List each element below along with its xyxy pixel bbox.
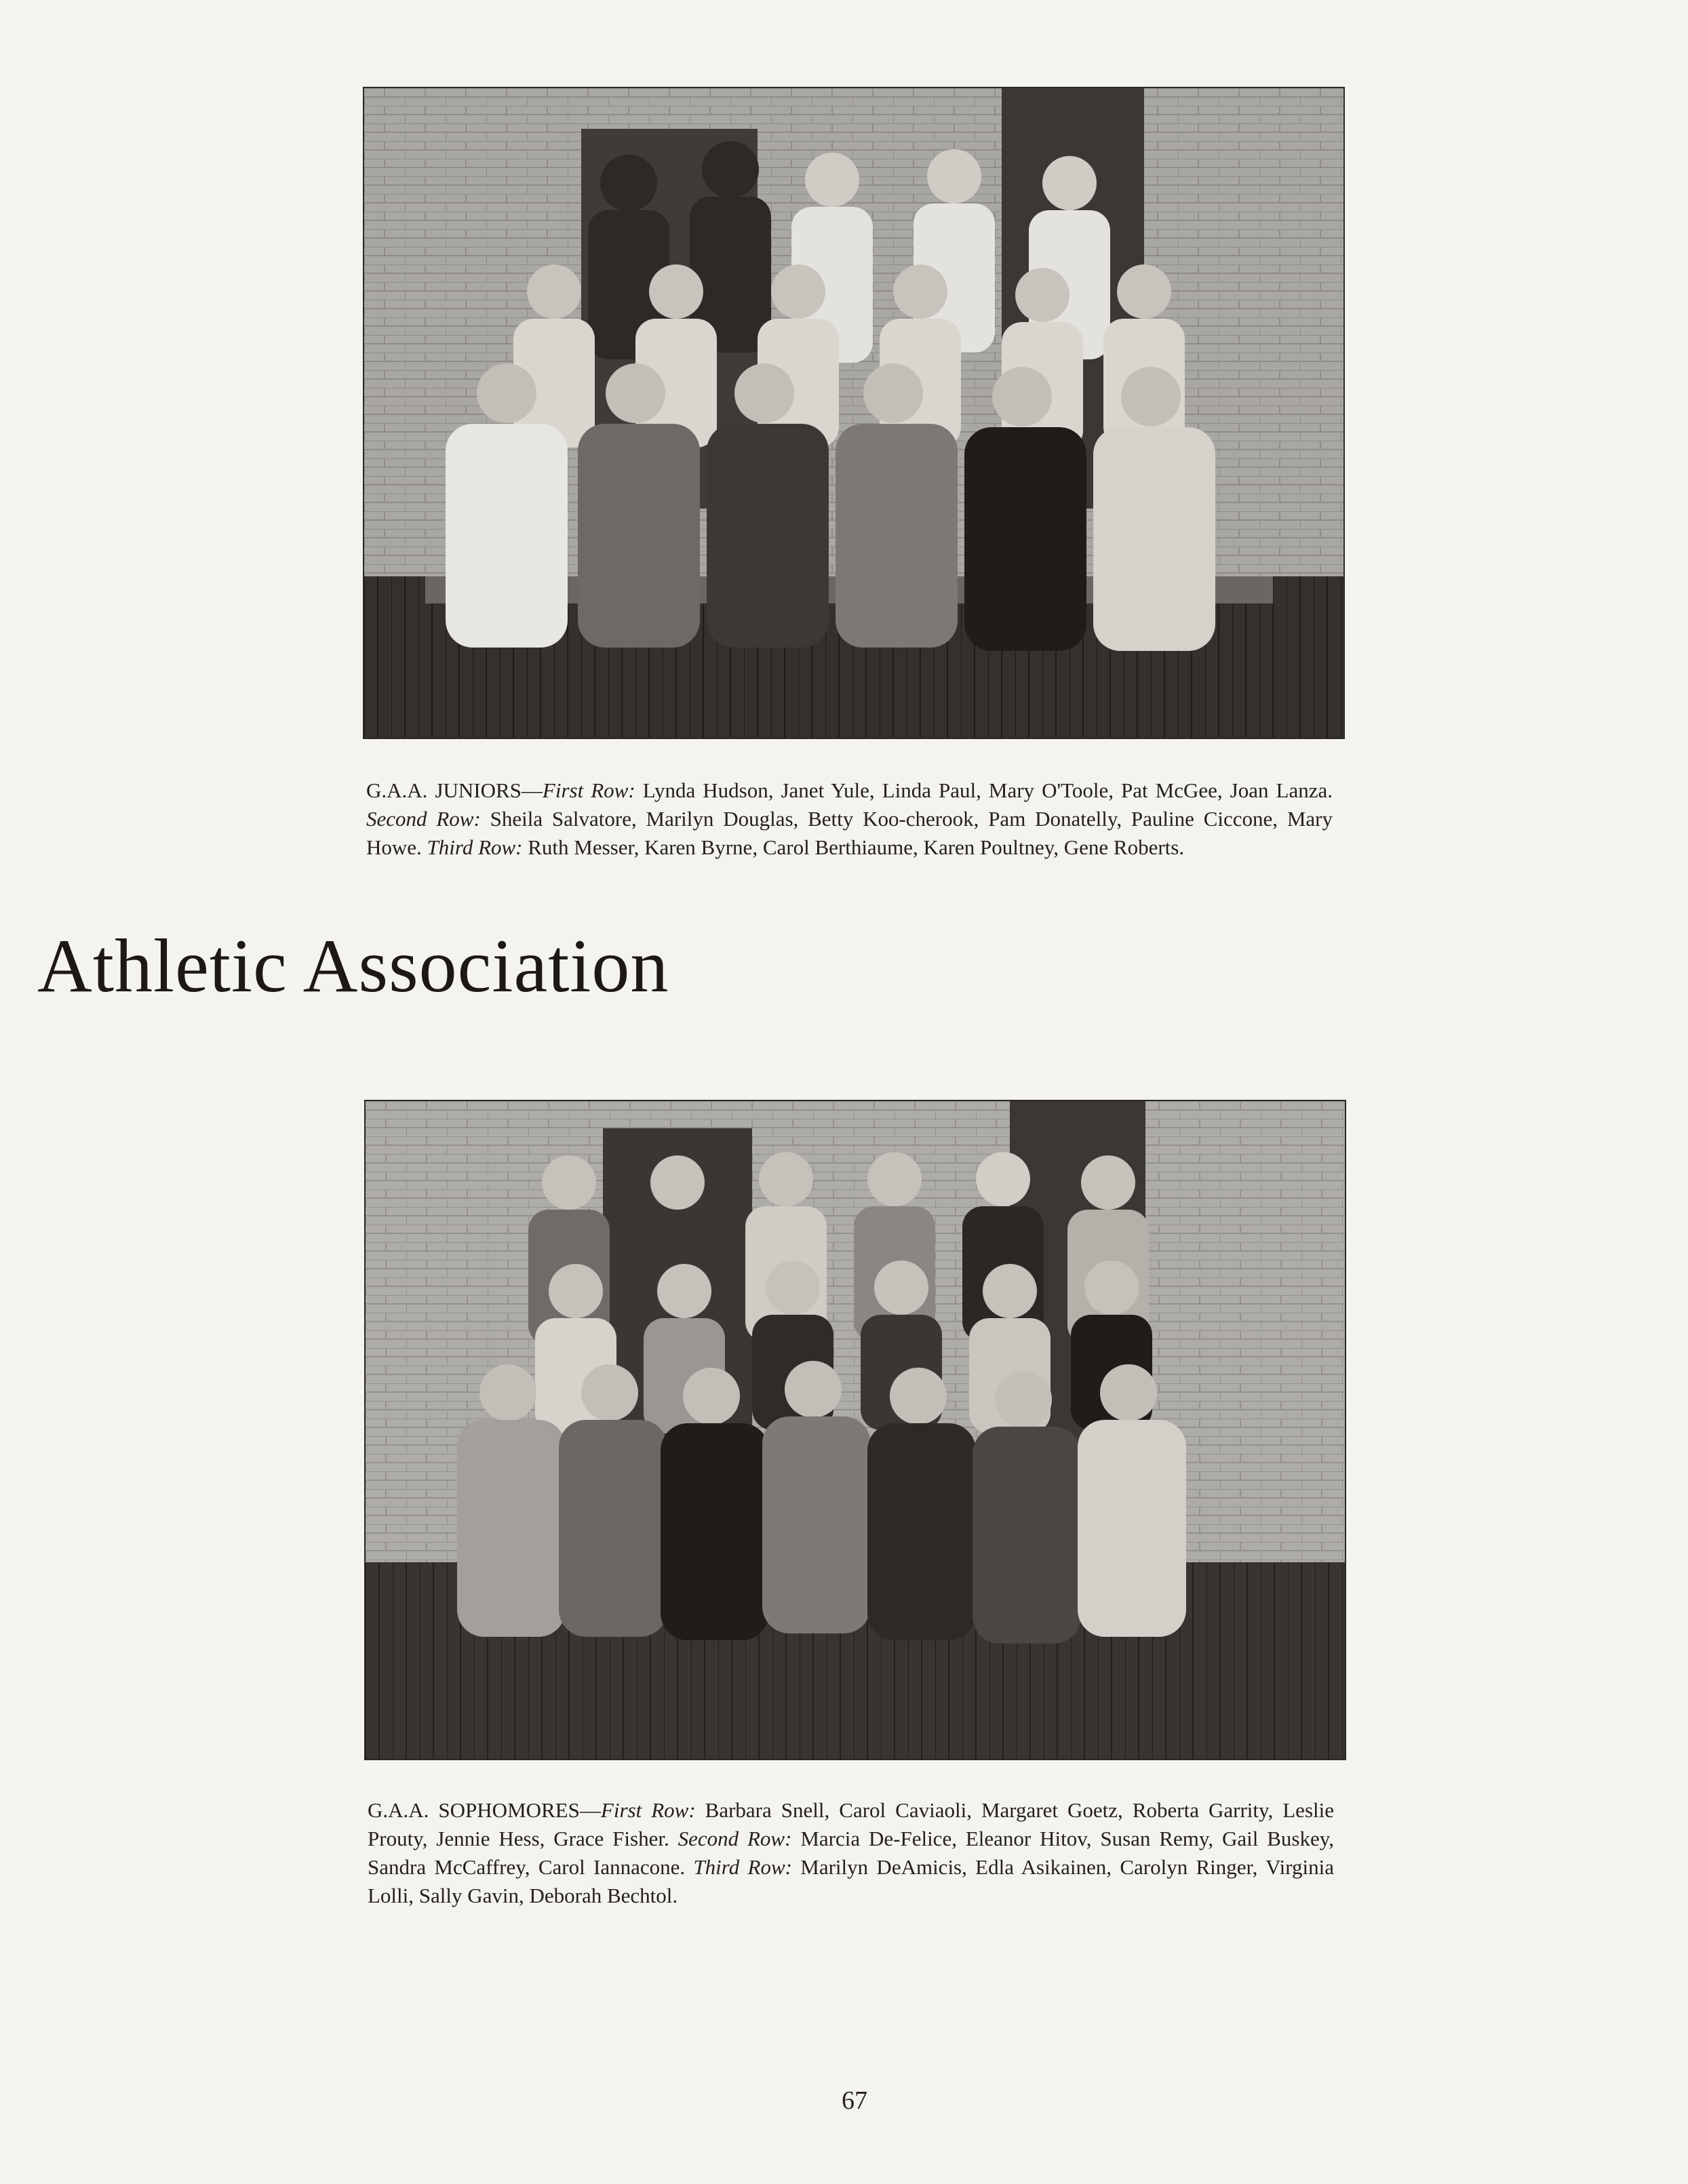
sophomores-first-row-names: Barbara Snell, Carol Caviaoli, Margaret Goetz, Roberta Garrity, Leslie Prouty, Jennie Hess, Grace Fisher. [368, 1798, 1334, 1850]
sophomores-third-row-names: Marilyn DeAmicis, Edla Asikainen, Carolyn Ringer, Virginia Lolli, Sally Gavin, Deborah Bechtol. [368, 1855, 1334, 1907]
juniors-first-row-label: First Row: [542, 778, 635, 802]
sophomores-caption-title: G.A.A. SOPHOMORES— [368, 1798, 601, 1822]
juniors-third-row-label: Third Row: [427, 835, 523, 859]
sophomores-second-row-label: Second Row: [678, 1827, 792, 1850]
sophomores-group-photo [364, 1100, 1346, 1760]
juniors-second-row-label: Second Row: [366, 807, 481, 831]
sophomores-caption [368, 1796, 1334, 1910]
juniors-caption-title: G.A.A. JUNIORS— [366, 778, 543, 802]
sophomores-second-row-names: Marcia De-Felice, Eleanor Hitov, Susan Remy, Gail Buskey, Sandra McCaffrey, Carol Iannacone. [368, 1827, 1334, 1879]
sophomores-first-row-label: First Row: [600, 1798, 696, 1822]
juniors-caption [366, 776, 1333, 862]
sophomores-third-row-label: Third Row: [693, 1855, 792, 1879]
juniors-third-row-names: Ruth Messer, Karen Byrne, Carol Berthiaume, Karen Poultney, Gene Roberts. [522, 835, 1185, 859]
juniors-first-row-names: Lynda Hudson, Janet Yule, Linda Paul, Mary O'Toole, Pat McGee, Joan Lanza. [635, 778, 1333, 802]
sophomores-photo-illustration [366, 1101, 1345, 1759]
juniors-group-photo [363, 87, 1345, 739]
juniors-second-row-names: Sheila Salvatore, Marilyn Douglas, Betty Koo-cherook, Pam Donatelly, Pauline Ciccone, Mary Howe. [366, 807, 1333, 859]
section-title: Athletic Association [37, 924, 669, 1008]
page-number: 67 [842, 2086, 867, 2115]
juniors-photo-illustration [364, 88, 1343, 738]
